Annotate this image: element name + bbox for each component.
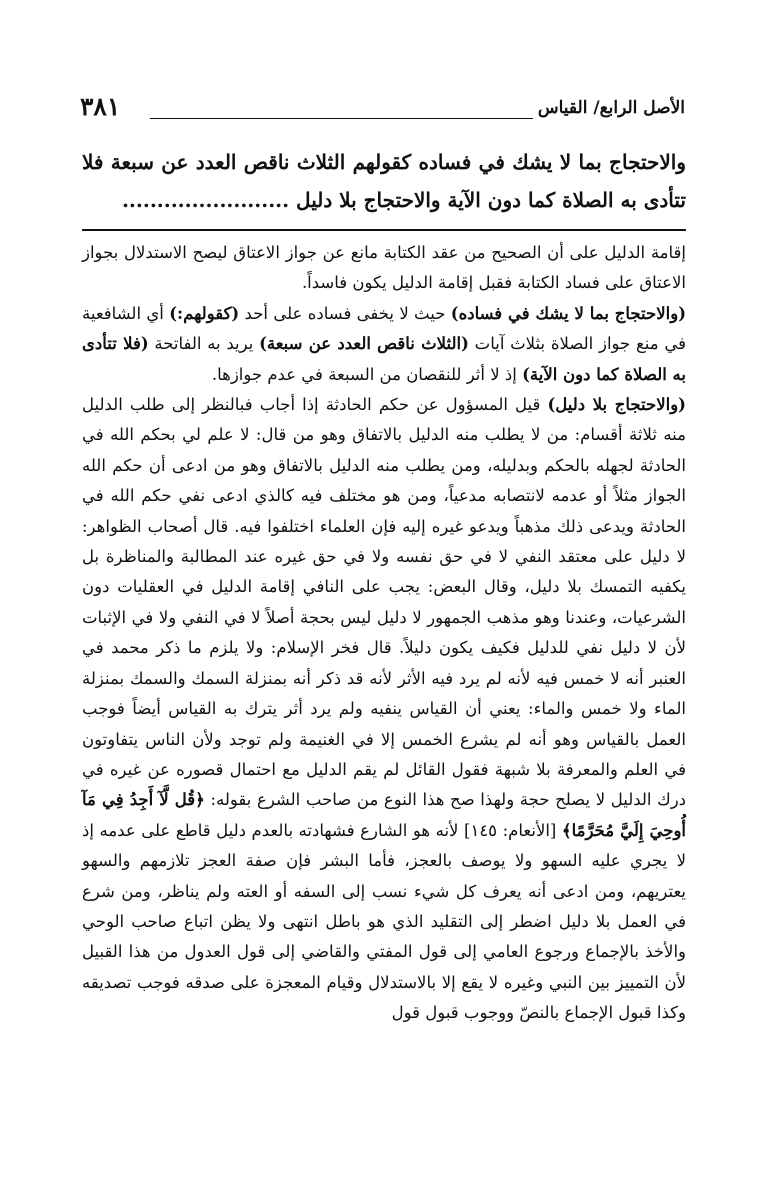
commentary-segment: قيل المسؤول عن حكم الحادثة إذا أجاب فبالنظر إلى طلب الدليل منه ثلاثة أقسام: من لا يطلب منه الدليل بالاتفاق وهو من قال: لا علم لي بحكم الله في الحادثة لجهله بالحكم وبدليله، ومن يطلب منه الدليل بالاتفاق وهو من ادعى أن حكم الله الجواز مثلاً أو عدمه لانتصابه مدعياً، ومن هو مختلف فيه كالذي ادعى نفي حكم الله في الحادثة ويدعى ذلك مذهباً ويدعو غيره إليه فإن العلماء اختلفوا فيه. قال أصحاب الظواهر: لا دليل على معتقد النفي لا في حق نفسه ولا في حق غيره عند المطالبة والمناظرة بل يكفيه التمسك بلا دليل، وقال البعض: يجب على النافي إقامة الدليل في العقليات دون الشرعيات، وعندنا وهو مذهب الجمهور لا دليل ليس بحجة أصلاً لا في النفي ولا في الإثبات لأن لا دليل نفي للدليل فكيف يكون دليلاً. قال فخر الإسلام: ولا يلزم ما ذكر محمد في العنبر أنه لا خمس فيه لأنه لم يرد فيه الأثر لأنه قد ذكر أنه بمنزلة السمك والسمك بمنزلة الماء ولا خمس والماء: يعني أن القياس ينفيه ولم يرد أثر يترك به القياس أيضاً فوجب العمل بالقياس وهو أنه لم يشرع الخمس إلا في الغنيمة ولم توجد ولأن الناس يتفاوتون في العلم والمعرفة بلا شبهة فقول القائل لم يقم الدليل مع احتمال قصوره عن غيره في درك الدليل لا يصلح حجة ولهذا صح هذا النوع من صاحب الشرع بقوله: [82,395,687,810]
quoted-main-text: (والاحتجاج بما لا يشك في فساده) [450,303,687,323]
quoted-main-text: (كقولهم:) [169,303,240,323]
commentary-paragraph-3 [82,390,686,1029]
commentary-segment: يريد به الفاتحة [148,334,260,354]
commentary-paragraph-2 [82,299,686,390]
commentary-segment: إذ لا أثر للنقصان من السبعة في عدم جوازها. [211,364,523,384]
page-header [80,92,685,128]
text-separator-rule [82,229,686,231]
commentary-paragraph-1: إقامة الدليل على أن الصحيح من عقد الكتابة مانع عن جواز الاعتاق ليصح الاستدلال بجواز الاعتاق على فساد الكتابة فقبل إقامة الدليل يكون فاسداً. [82,243,686,293]
main-text-paragraph: والاحتجاج بما لا يشك في فساده كقولهم الثلاث ناقص العدد عن سبعة فلا تتأدى به الصلاة كما دون الآية والاحتجاج بلا دليل ........................ [82,150,686,212]
quoted-main-text: (فلا تتأدى به الصلاة كما دون الآية) [82,334,686,384]
page-number: ٣٨١ [80,92,121,121]
quoted-main-text: (الثلاث ناقص العدد عن سبعة) [259,334,469,354]
quran-verse-quote: ﴿قُل لَّآ أَجِدُ فِي مَآ أُوحِيَ إِلَيَّ مُحَرَّمًا﴾ [82,790,686,840]
commentary-text [82,238,686,1029]
commentary-segment: حيث لا يخفى فساده على أحد [239,303,451,323]
running-title: الأصل الرابع/ القياس [537,98,685,118]
quoted-main-text: (والاحتجاج بلا دليل) [547,395,686,415]
main-text [82,143,686,219]
header-rule [150,118,533,119]
commentary-segment: أي الشافعية في منع جواز الصلاة بثلاث آيات [82,303,686,354]
commentary-segment: [الأنعام: ١٤٥] لأنه هو الشارع فشهادته بالعدم دليل قاطع على عدمه إذ لا يجري عليه السهو ولا يوصف بالعجز، فأما البشر فإن صفة العجز تلازمهم والسهو يعتريهم، ومن ادعى أنه يعرف كل شيء نسب إلى السفه أو العته ولم يناظر، ومن شرع في العمل بلا دليل اضطر إلى التقليد الذي هو باطل انتهى ولا يظن اتباع صاحب الوحي والأخذ بالإجماع ورجوع العامي إلى قول المفتي والقاضي إلى قول العدول من هذا القبيل لأن التمييز بين النبي وغيره لا يقع إلا بالاستدلال وقيام المعجزة على صدقه فوجب تصديقه وكذا قبول الإجماع بالنصّ ووجوب قبول قول [82,820,686,1023]
